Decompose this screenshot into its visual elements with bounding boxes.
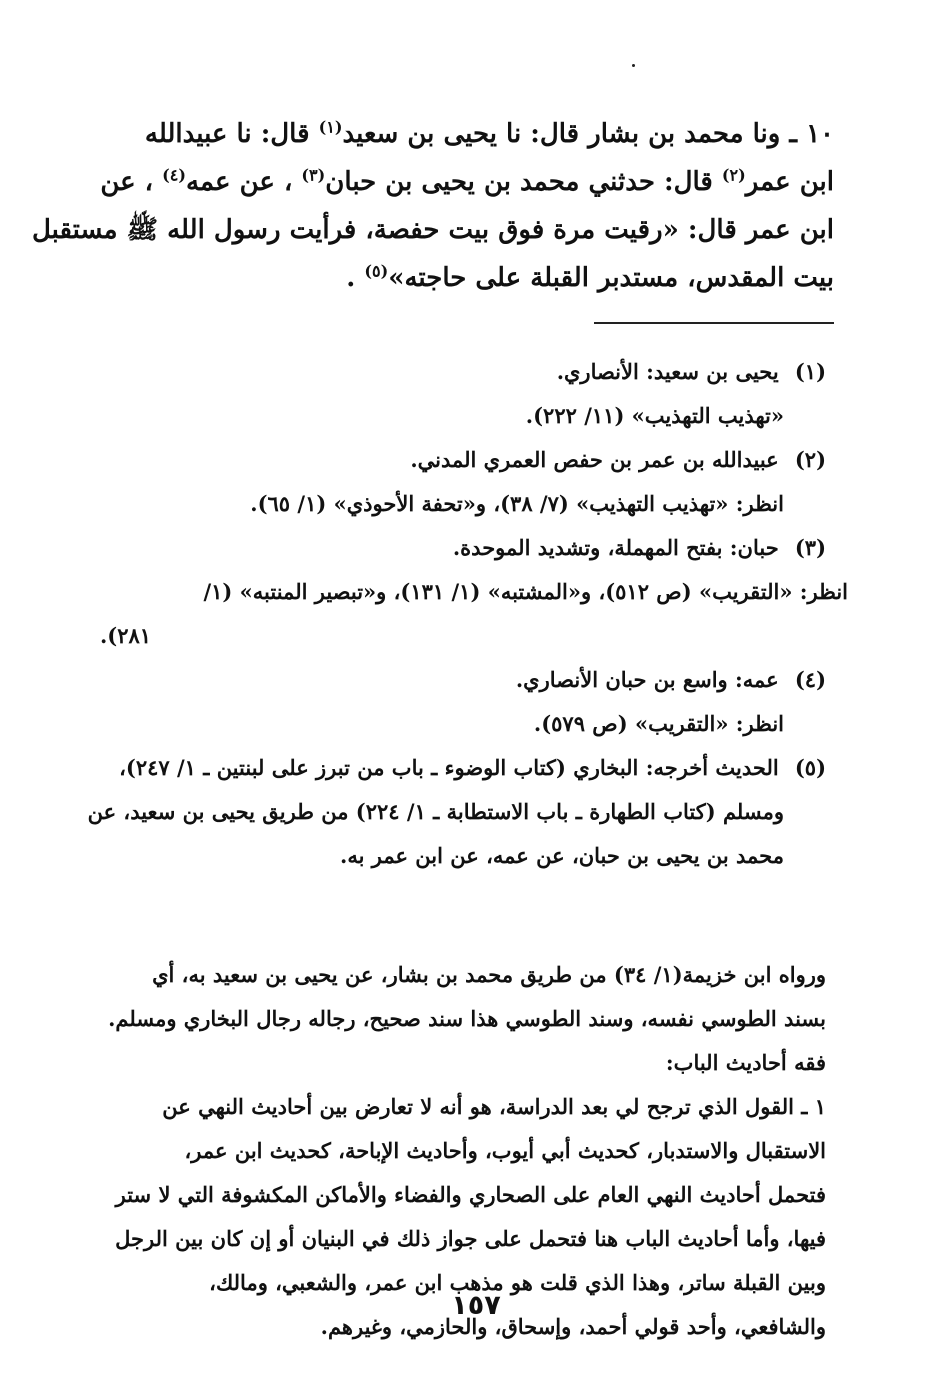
footnote-1	[100, 350, 826, 394]
footnote-ref-4[interactable]: (٤)	[162, 165, 187, 185]
footnote-4	[100, 658, 826, 702]
footnote-5-cont-2: محمد بن يحيى بن حبان، عن عمه، عن ابن عمر به.	[340, 843, 784, 868]
paragraph-line: ورواه ابن خزيمة(١/ ٣٤) من طريق محمد بن بشار، عن يحيى بن سعيد به، أي	[152, 962, 826, 987]
paragraph-line: فتحمل أحاديث النهي العام على الصحاري والفضاء والأماكن المكشوفة التي لا ستر	[115, 1182, 826, 1207]
hadith-line-3: ابن عمر قال: «رقيت مرة فوق بيت حفصة، فرأيت رسول الله ﷺ مستقبل	[31, 215, 834, 245]
footnote-ref-2[interactable]: (٢)	[721, 165, 746, 185]
section-heading: فقه أحاديث الباب:	[665, 1050, 826, 1075]
text-segment: .	[346, 263, 365, 293]
footnote-ref-5[interactable]: (٥)	[364, 261, 389, 281]
footnote-5	[100, 746, 826, 790]
text-segment: قال: حدثني محمد بن يحيى بن حبان	[325, 167, 722, 197]
hadith-line-2	[100, 158, 834, 206]
footnote-5-cont-1: ومسلم (كتاب الطهارة ـ باب الاستطابة ـ ١/ ٢٢٤) من طريق يحيى بن سعيد، عن	[87, 799, 784, 824]
paragraph-line: بسند الطوسي نفسه، وسند الطوسي هذا سند صحيح، رجاله رجال البخاري ومسلم.	[108, 1006, 826, 1031]
footnote-number: (٢)	[794, 447, 826, 472]
footnote-1-source: «تهذيب التهذيب» (١١/ ٢٢٢).	[525, 403, 784, 428]
footnote-text: الحديث أخرجه: البخاري (كتاب الوضوء ـ باب من تبرز على لبنتين ـ ١/ ٢٤٧)،	[119, 755, 779, 780]
footnote-separator	[594, 322, 834, 324]
text-segment: بيت المقدس، مستدبر القبلة على حاجته»	[388, 263, 834, 293]
hadith-text	[31, 110, 834, 302]
text-segment: ١٠ ـ ونا محمد بن بشار قال: نا يحيى بن سعيد	[342, 119, 834, 149]
text-segment: قال: نا عبيدالله	[144, 119, 319, 149]
footnote-number: (٣)	[794, 535, 826, 560]
footnote-3-source-cont: ٢٨١).	[100, 623, 152, 648]
footnote-text: عمه: واسع بن حبان الأنصاري.	[515, 667, 779, 692]
footnote-text: عبيدالله بن عمر بن حفص العمري المدني.	[410, 447, 779, 472]
footnote-4-source: انظر: «التقريب» (ص ٥٧٩).	[533, 711, 784, 736]
paragraph-line: ١ ـ القول الذي ترجح لي بعد الدراسة، هو أنه لا تعارض بين أحاديث النهي عن	[162, 1094, 826, 1119]
footnote-ref-3[interactable]: (٣)	[301, 165, 326, 185]
footnote-2	[100, 438, 826, 482]
text-segment: ، عن عمه	[186, 167, 302, 197]
footnote-3	[100, 526, 826, 570]
footnote-number: (٥)	[794, 755, 826, 780]
text-segment: ، عن	[100, 167, 163, 197]
footnote-ref-1[interactable]: (١)	[318, 117, 343, 137]
speck-mark	[632, 64, 635, 67]
footnotes	[87, 350, 848, 878]
paragraph-line: الاستقبال والاستدبار، كحديث أبي أيوب، وأحاديث الإباحة، كحديث ابن عمر،	[184, 1138, 826, 1163]
footnote-2-source: انظر: «تهذيب التهذيب» (٧/ ٣٨)، و«تحفة الأحوذي» (١/ ٦٥).	[250, 491, 784, 516]
page-number: ١٥٧	[451, 1290, 501, 1321]
paragraph-line: وبين القبلة ساتر، وهذا الذي قلت هو مذهب ابن عمر، والشعبي، ومالك،	[209, 1270, 826, 1295]
text-segment: ابن عمر	[745, 167, 834, 197]
footnote-text: يحيى بن سعيد: الأنصاري.	[556, 359, 779, 384]
paragraph-line: والشافعي، وأحد قولي أحمد، وإسحاق، والحازمي، وغيرهم.	[320, 1314, 826, 1339]
paragraph-line: فيها، وأما أحاديث الباب هنا فتحمل على جواز ذلك في البنيان أو إن كان بين الرجل	[115, 1226, 826, 1251]
footnote-number: (٤)	[794, 667, 826, 692]
hadith-line-4	[100, 254, 834, 302]
footnote-3-source: انظر: «التقريب» (ص ٥١٢)، و«المشتبه» (١/ ١٣١)، و«تبصير المنتبه» (١/	[203, 579, 848, 604]
hadith-line-1	[100, 110, 834, 158]
footnote-number: (١)	[794, 359, 826, 384]
footnote-text: حبان: بفتح المهملة، وتشديد الموحدة.	[452, 535, 779, 560]
